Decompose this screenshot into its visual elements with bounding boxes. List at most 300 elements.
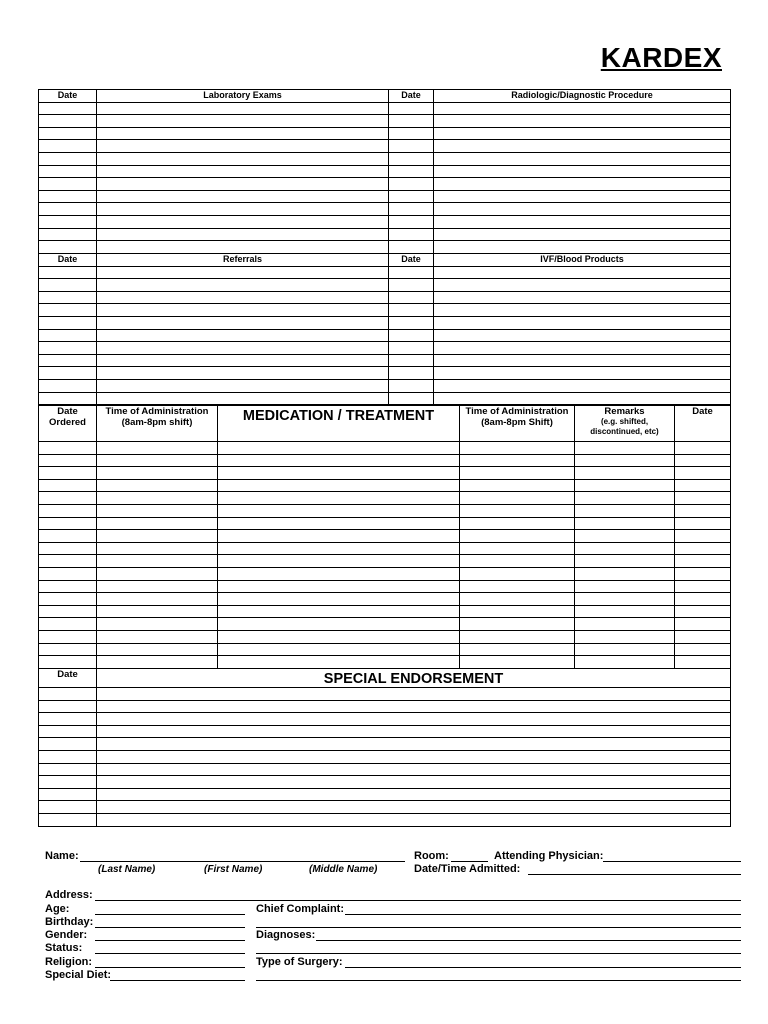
medication-cell[interactable]	[575, 555, 675, 568]
name-label: Name:	[45, 850, 79, 862]
medication-cell[interactable]	[97, 542, 218, 555]
lab-cell[interactable]	[39, 115, 97, 128]
medication-cell[interactable]	[460, 479, 575, 492]
referral-cell[interactable]	[39, 266, 97, 279]
lab-row	[39, 215, 731, 228]
medication-cell[interactable]	[97, 605, 218, 618]
lab-row	[39, 102, 731, 115]
medication-cell[interactable]	[675, 530, 731, 543]
medication-cell[interactable]	[218, 454, 460, 467]
medication-cell[interactable]	[218, 567, 460, 580]
medication-cell[interactable]	[575, 442, 675, 455]
endorsement-cell[interactable]	[97, 738, 731, 751]
endorsement-row	[39, 688, 731, 701]
endorsement-cell[interactable]	[39, 713, 97, 726]
endorsement-cell[interactable]	[97, 801, 731, 814]
medication-cell[interactable]	[97, 630, 218, 643]
medication-cell[interactable]	[97, 517, 218, 530]
referral-cell[interactable]	[389, 342, 434, 355]
referral-row	[39, 342, 731, 355]
religion-label: Religion:	[45, 956, 93, 968]
medication-cell[interactable]	[39, 442, 97, 455]
referral-row	[39, 329, 731, 342]
referral-cell[interactable]	[434, 291, 731, 304]
referral-cell[interactable]	[97, 291, 389, 304]
medication-cell[interactable]	[460, 442, 575, 455]
age-field[interactable]	[95, 914, 245, 915]
medication-cell[interactable]	[575, 643, 675, 656]
medication-cell[interactable]	[39, 479, 97, 492]
referral-row	[39, 279, 731, 292]
lab-date-header: Date	[39, 90, 97, 103]
referral-row	[39, 367, 731, 380]
room-field[interactable]	[451, 861, 488, 862]
medication-cell[interactable]	[218, 442, 460, 455]
date-admitted-label: Date/Time Admitted:	[414, 863, 521, 875]
medication-cell[interactable]	[675, 593, 731, 606]
endorsement-cell[interactable]	[97, 688, 731, 701]
endorsement-cell[interactable]	[97, 788, 731, 801]
medication-cell[interactable]	[39, 605, 97, 618]
referral-cell[interactable]	[97, 379, 389, 392]
medication-cell[interactable]	[675, 567, 731, 580]
lab-cell[interactable]	[39, 152, 97, 165]
medication-row	[39, 580, 731, 593]
referral-cell[interactable]	[389, 329, 434, 342]
medication-row	[39, 567, 731, 580]
referrals-table	[38, 253, 731, 405]
lab-cell[interactable]	[39, 127, 97, 140]
medication-cell[interactable]	[675, 467, 731, 480]
referral-cell[interactable]	[97, 392, 389, 405]
remarks-note: (e.g. shifted, discontinued, etc)	[590, 417, 659, 436]
medication-cell[interactable]	[218, 630, 460, 643]
referral-cell[interactable]	[434, 367, 731, 380]
lab-cell[interactable]	[39, 203, 97, 216]
lab-row	[39, 127, 731, 140]
endorsement-cell[interactable]	[97, 725, 731, 738]
referral-cell[interactable]	[389, 316, 434, 329]
lab-cell[interactable]	[39, 241, 97, 254]
medication-cell[interactable]	[675, 517, 731, 530]
endorsement-title: SPECIAL ENDORSEMENT	[97, 669, 731, 688]
medication-cell[interactable]	[460, 555, 575, 568]
medication-cell[interactable]	[675, 479, 731, 492]
medication-cell[interactable]	[575, 656, 675, 669]
medication-cell[interactable]	[575, 530, 675, 543]
medication-cell[interactable]	[575, 567, 675, 580]
medication-row	[39, 656, 731, 669]
endorsement-cell[interactable]	[39, 688, 97, 701]
page-title: KARDEX	[600, 42, 722, 73]
medication-row	[39, 630, 731, 643]
lab-row	[39, 115, 731, 128]
referral-cell[interactable]	[39, 367, 97, 380]
gender-field[interactable]	[95, 940, 245, 941]
endorsement-cell[interactable]	[39, 763, 97, 776]
referral-cell[interactable]	[434, 304, 731, 317]
gender-label: Gender:	[45, 929, 88, 941]
lab-cell[interactable]	[39, 228, 97, 241]
referral-cell[interactable]	[434, 379, 731, 392]
endorsement-row	[39, 776, 731, 789]
lab-cell[interactable]	[389, 241, 434, 254]
lab-cell[interactable]	[434, 127, 731, 140]
lab-cell[interactable]	[434, 241, 731, 254]
lab-cell[interactable]	[389, 178, 434, 191]
lab-cell[interactable]	[389, 152, 434, 165]
medication-cell[interactable]	[460, 630, 575, 643]
referral-cell[interactable]	[39, 304, 97, 317]
medication-cell[interactable]	[218, 580, 460, 593]
endorsement-date-header: Date	[39, 669, 97, 688]
lab-cell[interactable]	[97, 203, 389, 216]
endorsement-row	[39, 788, 731, 801]
lab-cell[interactable]	[97, 241, 389, 254]
medication-cell[interactable]	[460, 504, 575, 517]
endorsement-cell[interactable]	[97, 700, 731, 713]
medication-cell[interactable]	[675, 656, 731, 669]
referral-cell[interactable]	[434, 316, 731, 329]
lab-cell[interactable]	[389, 165, 434, 178]
medication-row	[39, 530, 731, 543]
referral-cell[interactable]	[97, 329, 389, 342]
lab-cell[interactable]	[39, 165, 97, 178]
medication-row	[39, 442, 731, 455]
lab-cell[interactable]	[97, 178, 389, 191]
medication-cell[interactable]	[575, 542, 675, 555]
status-label: Status:	[45, 942, 83, 954]
medication-cell[interactable]	[460, 492, 575, 505]
medication-cell[interactable]	[97, 593, 218, 606]
medication-cell[interactable]	[97, 504, 218, 517]
endorsement-cell[interactable]	[97, 713, 731, 726]
endorsement-cell[interactable]	[39, 788, 97, 801]
first-name-caption: (First Name)	[204, 864, 263, 875]
medication-cell[interactable]	[97, 454, 218, 467]
referrals-date-header: Date	[39, 254, 97, 267]
special-diet-field[interactable]	[110, 980, 245, 981]
referral-row	[39, 379, 731, 392]
endorsement-cell[interactable]	[97, 750, 731, 763]
medication-cell[interactable]	[218, 593, 460, 606]
lab-cell[interactable]	[39, 215, 97, 228]
medication-cell[interactable]	[97, 479, 218, 492]
lab-cell[interactable]	[434, 228, 731, 241]
medication-cell[interactable]	[218, 555, 460, 568]
referral-cell[interactable]	[434, 329, 731, 342]
referral-row	[39, 392, 731, 405]
medication-cell[interactable]	[575, 454, 675, 467]
medication-cell[interactable]	[575, 605, 675, 618]
referral-cell[interactable]	[97, 279, 389, 292]
referral-cell[interactable]	[434, 354, 731, 367]
referral-cell[interactable]	[389, 392, 434, 405]
medication-cell[interactable]	[39, 630, 97, 643]
medication-cell[interactable]	[97, 567, 218, 580]
time-admin-header-2: Time of Administration (8am-8pm Shift)	[460, 406, 575, 442]
referral-cell[interactable]	[97, 367, 389, 380]
medication-cell[interactable]	[97, 656, 218, 669]
endorsement-cell[interactable]	[39, 738, 97, 751]
medication-cell[interactable]	[97, 492, 218, 505]
medication-cell[interactable]	[39, 517, 97, 530]
medication-cell[interactable]	[575, 479, 675, 492]
lab-cell[interactable]	[389, 115, 434, 128]
medication-cell[interactable]	[218, 643, 460, 656]
lab-cell[interactable]	[39, 178, 97, 191]
medication-cell[interactable]	[218, 517, 460, 530]
medication-cell[interactable]	[460, 454, 575, 467]
medication-row	[39, 593, 731, 606]
lab-row	[39, 228, 731, 241]
medication-cell[interactable]	[675, 442, 731, 455]
medication-cell[interactable]	[575, 618, 675, 631]
referral-cell[interactable]	[39, 291, 97, 304]
medication-cell[interactable]	[218, 542, 460, 555]
referral-cell[interactable]	[389, 266, 434, 279]
medication-cell[interactable]	[39, 656, 97, 669]
medication-cell[interactable]	[460, 517, 575, 530]
medication-cell[interactable]	[39, 555, 97, 568]
medication-row	[39, 643, 731, 656]
medication-cell[interactable]	[575, 630, 675, 643]
lab-cell[interactable]	[434, 203, 731, 216]
medication-cell[interactable]	[675, 555, 731, 568]
referral-cell[interactable]	[39, 316, 97, 329]
referral-cell[interactable]	[389, 367, 434, 380]
referral-cell[interactable]	[97, 316, 389, 329]
medication-cell[interactable]	[218, 530, 460, 543]
lab-cell[interactable]	[97, 102, 389, 115]
attending-physician-field[interactable]	[603, 861, 741, 862]
referral-cell[interactable]	[39, 392, 97, 405]
medication-cell[interactable]	[460, 618, 575, 631]
radiologic-header: Radiologic/Diagnostic Procedure	[434, 90, 731, 103]
referral-cell[interactable]	[434, 342, 731, 355]
endorsement-cell[interactable]	[39, 801, 97, 814]
address-label: Address:	[45, 889, 93, 901]
medication-cell[interactable]	[675, 605, 731, 618]
referrals-header: Referrals	[97, 254, 389, 267]
medication-cell[interactable]	[218, 492, 460, 505]
ivf-date-header: Date	[389, 254, 434, 267]
lab-cell[interactable]	[389, 215, 434, 228]
lab-cell[interactable]	[434, 152, 731, 165]
lab-cell[interactable]	[97, 215, 389, 228]
referral-row	[39, 354, 731, 367]
type-of-surgery-line-2[interactable]	[256, 980, 741, 981]
referral-cell[interactable]	[389, 379, 434, 392]
medication-cell[interactable]	[575, 492, 675, 505]
medication-cell[interactable]	[675, 630, 731, 643]
endorsement-row	[39, 801, 731, 814]
endorsement-cell[interactable]	[97, 763, 731, 776]
referral-cell[interactable]	[39, 329, 97, 342]
medication-cell[interactable]	[97, 530, 218, 543]
lab-cell[interactable]	[434, 115, 731, 128]
medication-cell[interactable]	[39, 643, 97, 656]
date-admitted-field[interactable]	[528, 874, 741, 875]
medication-cell[interactable]	[39, 580, 97, 593]
endorsement-row	[39, 738, 731, 751]
medication-cell[interactable]	[218, 467, 460, 480]
lab-cell[interactable]	[97, 190, 389, 203]
medication-cell[interactable]	[97, 467, 218, 480]
lab-cell[interactable]	[389, 140, 434, 153]
medication-cell[interactable]	[675, 643, 731, 656]
medication-cell[interactable]	[39, 467, 97, 480]
age-label: Age:	[45, 903, 70, 915]
lab-cell[interactable]	[39, 102, 97, 115]
medication-cell[interactable]	[460, 530, 575, 543]
lab-row	[39, 152, 731, 165]
referral-cell[interactable]	[97, 266, 389, 279]
medication-cell[interactable]	[460, 467, 575, 480]
medication-cell[interactable]	[575, 593, 675, 606]
chief-complaint-label: Chief Complaint:	[256, 903, 344, 915]
medication-cell[interactable]	[39, 504, 97, 517]
lab-cell[interactable]	[389, 127, 434, 140]
radiologic-date-header: Date	[389, 90, 434, 103]
referral-row	[39, 291, 731, 304]
medication-cell[interactable]	[575, 580, 675, 593]
medication-cell[interactable]	[460, 656, 575, 669]
medication-cell[interactable]	[218, 479, 460, 492]
medication-row	[39, 454, 731, 467]
medication-cell[interactable]	[460, 567, 575, 580]
referral-cell[interactable]	[434, 392, 731, 405]
birthday-field[interactable]	[95, 927, 245, 928]
room-label: Room:	[414, 850, 449, 862]
name-field[interactable]	[80, 861, 405, 862]
lab-cell[interactable]	[434, 165, 731, 178]
referral-cell[interactable]	[39, 342, 97, 355]
medication-cell[interactable]	[39, 530, 97, 543]
medication-cell[interactable]	[460, 605, 575, 618]
medication-cell[interactable]	[675, 580, 731, 593]
medication-cell[interactable]	[675, 618, 731, 631]
medication-cell[interactable]	[218, 504, 460, 517]
medication-cell[interactable]	[39, 542, 97, 555]
medication-cell[interactable]	[97, 555, 218, 568]
referral-cell[interactable]	[434, 266, 731, 279]
endorsement-cell[interactable]	[39, 776, 97, 789]
endorsement-cell[interactable]	[97, 813, 731, 826]
lab-cell[interactable]	[434, 140, 731, 153]
type-of-surgery-field[interactable]	[345, 967, 741, 968]
medication-cell[interactable]	[97, 442, 218, 455]
referral-cell[interactable]	[97, 342, 389, 355]
lab-cell[interactable]	[97, 152, 389, 165]
chief-complaint-field[interactable]	[345, 914, 741, 915]
medication-cell[interactable]	[460, 580, 575, 593]
endorsement-row	[39, 700, 731, 713]
medication-cell[interactable]	[460, 542, 575, 555]
medication-row	[39, 479, 731, 492]
lab-cell[interactable]	[389, 228, 434, 241]
endorsement-cell[interactable]	[39, 813, 97, 826]
medication-cell[interactable]	[675, 454, 731, 467]
medication-cell[interactable]	[460, 643, 575, 656]
medication-row	[39, 504, 731, 517]
medication-row	[39, 467, 731, 480]
referral-cell[interactable]	[434, 279, 731, 292]
diagnoses-field[interactable]	[316, 940, 741, 941]
medication-cell[interactable]	[39, 593, 97, 606]
endorsement-cell[interactable]	[39, 725, 97, 738]
referral-cell[interactable]	[39, 354, 97, 367]
medication-row	[39, 618, 731, 631]
medication-cell[interactable]	[675, 504, 731, 517]
lab-cell[interactable]	[434, 190, 731, 203]
medication-cell[interactable]	[675, 542, 731, 555]
endorsement-cell[interactable]	[39, 700, 97, 713]
endorsement-cell[interactable]	[97, 776, 731, 789]
medication-cell[interactable]	[39, 618, 97, 631]
referral-cell[interactable]	[389, 354, 434, 367]
endorsement-cell[interactable]	[39, 750, 97, 763]
medication-cell[interactable]	[218, 618, 460, 631]
medication-cell[interactable]	[218, 656, 460, 669]
lab-cell[interactable]	[434, 178, 731, 191]
medication-cell[interactable]	[675, 492, 731, 505]
medication-cell[interactable]	[39, 567, 97, 580]
lab-row	[39, 203, 731, 216]
referral-cell[interactable]	[97, 354, 389, 367]
endorsement-row	[39, 750, 731, 763]
last-name-caption: (Last Name)	[98, 864, 156, 875]
referral-cell[interactable]	[389, 304, 434, 317]
lab-cell[interactable]	[97, 127, 389, 140]
chief-complaint-line-2[interactable]	[256, 927, 741, 928]
endorsement-row	[39, 763, 731, 776]
referral-cell[interactable]	[39, 379, 97, 392]
lab-cell[interactable]	[39, 190, 97, 203]
lab-cell[interactable]	[434, 102, 731, 115]
medication-cell[interactable]	[97, 643, 218, 656]
lab-cell[interactable]	[39, 140, 97, 153]
lab-cell[interactable]	[389, 102, 434, 115]
medication-cell[interactable]	[460, 593, 575, 606]
medication-cell[interactable]	[218, 605, 460, 618]
lab-exams-header: Laboratory Exams	[97, 90, 389, 103]
diagnoses-line-2[interactable]	[256, 953, 741, 954]
address-field[interactable]	[95, 900, 741, 901]
lab-cell[interactable]	[389, 203, 434, 216]
referral-cell[interactable]	[389, 279, 434, 292]
medication-cell[interactable]	[39, 454, 97, 467]
medication-row	[39, 542, 731, 555]
referral-cell[interactable]	[389, 291, 434, 304]
lab-cell[interactable]	[97, 115, 389, 128]
lab-cell[interactable]	[389, 190, 434, 203]
medication-cell[interactable]	[97, 618, 218, 631]
lab-cell[interactable]	[97, 165, 389, 178]
medication-cell[interactable]	[575, 504, 675, 517]
referral-cell[interactable]	[97, 304, 389, 317]
lab-cell[interactable]	[97, 228, 389, 241]
lab-cell[interactable]	[434, 215, 731, 228]
medication-cell[interactable]	[97, 580, 218, 593]
religion-field[interactable]	[95, 967, 245, 968]
lab-cell[interactable]	[97, 140, 389, 153]
medication-cell[interactable]	[575, 517, 675, 530]
medication-cell[interactable]	[575, 467, 675, 480]
status-field[interactable]	[95, 953, 245, 954]
referral-cell[interactable]	[39, 279, 97, 292]
medication-cell[interactable]	[39, 492, 97, 505]
